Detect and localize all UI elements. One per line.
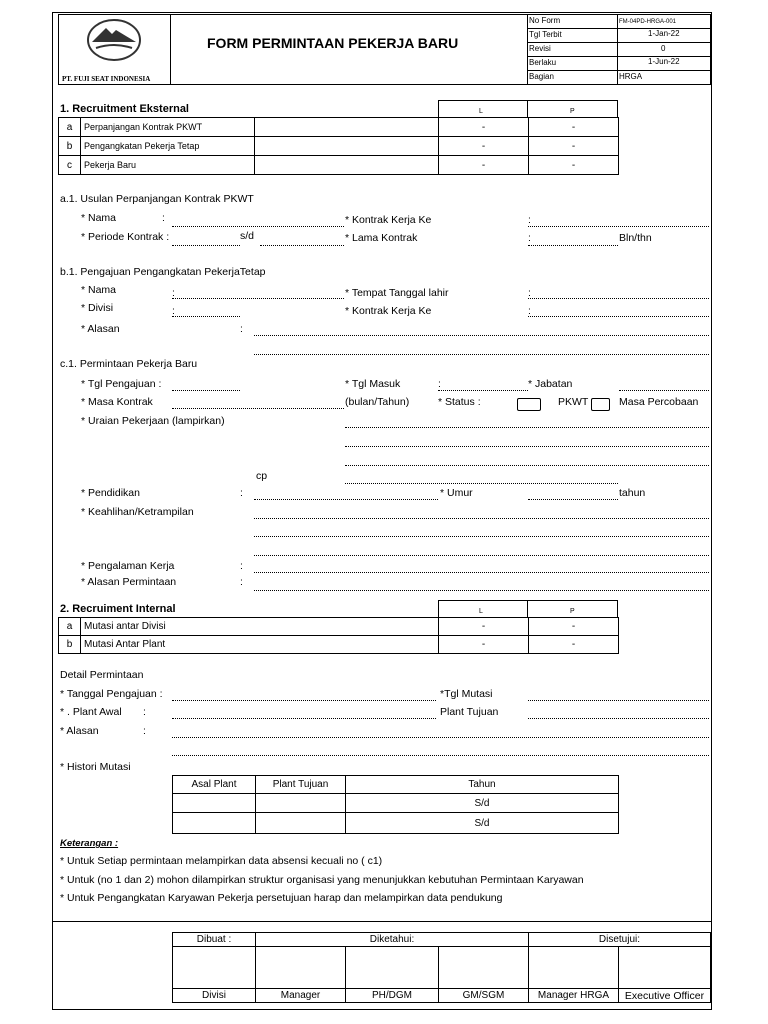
a1-kontrak-ke-label: * Kontrak Kerja Ke xyxy=(345,214,432,226)
meta-label-bagian: Bagian xyxy=(529,72,554,81)
c1-title: c.1. Permintaan Pekerja Baru xyxy=(60,358,198,370)
table-header xyxy=(173,933,711,947)
row-label: Perpanjangan Kontrak PKWT xyxy=(81,118,255,137)
table-row: b Pengangkatan Pekerja Tetap - - xyxy=(59,137,619,156)
note-item: * Untuk Pengangkatan Karyawan Pekerja persetujuan harap dan melampirkan data pendukung xyxy=(60,892,503,904)
c1-masa-kontrak-field[interactable] xyxy=(172,408,344,409)
table-row: S/d xyxy=(173,813,619,834)
detail-tgl-mutasi-field[interactable] xyxy=(528,700,709,701)
signature-box[interactable] xyxy=(529,947,619,989)
recruitment-internal-table xyxy=(58,617,619,654)
detail-alasan-field-1[interactable] xyxy=(172,737,709,738)
status-pkwt-checkbox[interactable] xyxy=(517,398,541,411)
c1-uraian-field-3[interactable] xyxy=(345,465,709,466)
meta-value-berlaku: 1-Jun-22 xyxy=(648,57,680,66)
role-row: Divisi Manager PH/DGM GM/SGM Manager HRGA Executive Officer xyxy=(173,989,711,1003)
row-label: Mutasi antar Divisi xyxy=(81,618,439,636)
table-row: a Perpanjangan Kontrak PKWT - - xyxy=(59,118,619,137)
meta-value-no-form: FM-04PD-HRGA-001 xyxy=(619,19,677,25)
signature-row xyxy=(173,947,711,989)
c1-pendidikan-field[interactable] xyxy=(254,499,438,500)
recruitment-external-table xyxy=(58,117,619,175)
c1-jabatan-field[interactable] xyxy=(619,390,709,391)
row-label: Mutasi Antar Plant xyxy=(81,636,439,654)
a1-lama-label: * Lama Kontrak xyxy=(345,232,418,244)
detail-alasan-field-2[interactable] xyxy=(172,755,709,756)
company-logo-icon xyxy=(86,18,142,62)
section1-title: 1. Recruitment Eksternal xyxy=(60,103,189,115)
detail-title: Detail Permintaan xyxy=(60,669,144,681)
form-title: FORM PERMINTAAN PEKERJA BARU xyxy=(207,35,459,51)
notes-title: Keterangan : xyxy=(60,838,119,849)
signature-box[interactable] xyxy=(256,947,346,989)
approval-table xyxy=(172,932,711,1003)
b1-alasan-field-2[interactable] xyxy=(254,354,709,355)
c1-uraian-field-4[interactable] xyxy=(345,483,618,484)
signature-box[interactable] xyxy=(439,947,529,989)
a1-nama-label: * Nama xyxy=(81,212,117,224)
signature-box[interactable] xyxy=(346,947,439,989)
diketahui-label: Diketahui: xyxy=(256,933,529,947)
a1-periode-label: * Periode Kontrak : xyxy=(81,231,170,243)
status-masa-percobaan-checkbox[interactable] xyxy=(591,398,610,411)
histori-mutasi-table xyxy=(172,775,619,834)
detail-tanggal-field[interactable] xyxy=(172,700,436,701)
row-label: Pengangkatan Pekerja Tetap xyxy=(81,137,255,156)
note-item: * Untuk Setiap permintaan melampirkan data absensi kecuali no ( c1) xyxy=(60,855,383,867)
c1-keahlian-field-1[interactable] xyxy=(254,518,709,519)
b1-kontrak-ke-field[interactable] xyxy=(528,316,709,317)
disetujui-label: Disetujui: xyxy=(529,933,711,947)
a1-title: a.1. Usulan Perpanjangan Kontrak PKWT xyxy=(60,193,254,205)
a1-periode-end-field[interactable] xyxy=(260,245,344,246)
detail-plant-tujuan-field[interactable] xyxy=(528,718,709,719)
b1-divisi-field[interactable] xyxy=(172,316,240,317)
meta-label-berlaku: Berlaku xyxy=(529,58,557,67)
table-row: S/d xyxy=(173,794,619,813)
table-row: a Mutasi antar Divisi - - xyxy=(59,618,619,636)
table-row: b Mutasi Antar Plant - - xyxy=(59,636,619,654)
table-row: c Pekerja Baru - - xyxy=(59,156,619,175)
row-label: Pekerja Baru xyxy=(81,156,255,175)
c1-tgl-pengajuan-field[interactable] xyxy=(172,390,240,391)
table-header: Asal Plant Plant Tujuan Tahun xyxy=(173,776,619,794)
c1-keahlian-field-3[interactable] xyxy=(254,555,709,556)
c1-umur-field[interactable] xyxy=(528,499,618,500)
c1-uraian-field-2[interactable] xyxy=(345,446,709,447)
dibuat-label: Dibuat : xyxy=(173,933,256,947)
c1-keahlian-field-2[interactable] xyxy=(254,536,709,537)
a1-nama-field[interactable] xyxy=(172,226,344,227)
b1-alasan-field[interactable] xyxy=(254,335,709,336)
c1-pengalaman-field[interactable] xyxy=(254,572,709,573)
a1-periode-start-field[interactable] xyxy=(172,245,240,246)
meta-value-revisi: 0 xyxy=(661,44,666,53)
note-item: * Untuk (no 1 dan 2) mohon dilampirkan struktur organisasi yang menunjukkan kebutuhan Permintaan Karyawan xyxy=(60,874,584,886)
meta-value-bagian: HRGA xyxy=(619,72,643,81)
detail-plant-awal-field[interactable] xyxy=(172,718,436,719)
c1-uraian-field-1[interactable] xyxy=(345,427,709,428)
company-name: PT. FUJI SEAT INDONESIA xyxy=(62,75,151,83)
c1-tgl-masuk-field[interactable] xyxy=(438,390,528,391)
meta-value-tgl-terbit: 1-Jan-22 xyxy=(648,29,680,38)
b1-ttl-field[interactable] xyxy=(528,298,709,299)
meta-label-revisi: Revisi xyxy=(529,44,551,53)
section1-col-l: L xyxy=(479,108,483,115)
a1-kontrak-ke-field[interactable] xyxy=(528,226,709,227)
meta-label-no-form: No Form xyxy=(529,16,561,25)
section1-col-p: P xyxy=(570,108,575,115)
section2-title: 2. Recruiment Internal xyxy=(60,603,176,615)
b1-title: b.1. Pengajuan Pengangkatan PekerjaTetap xyxy=(60,266,266,278)
signature-box[interactable] xyxy=(173,947,256,989)
a1-lama-field[interactable] xyxy=(528,245,618,246)
b1-nama-field[interactable] xyxy=(172,298,344,299)
c1-alasan-field[interactable] xyxy=(254,590,709,591)
meta-label-tgl-terbit: Tgl Terbit xyxy=(529,30,562,39)
signature-box[interactable] xyxy=(619,947,711,989)
